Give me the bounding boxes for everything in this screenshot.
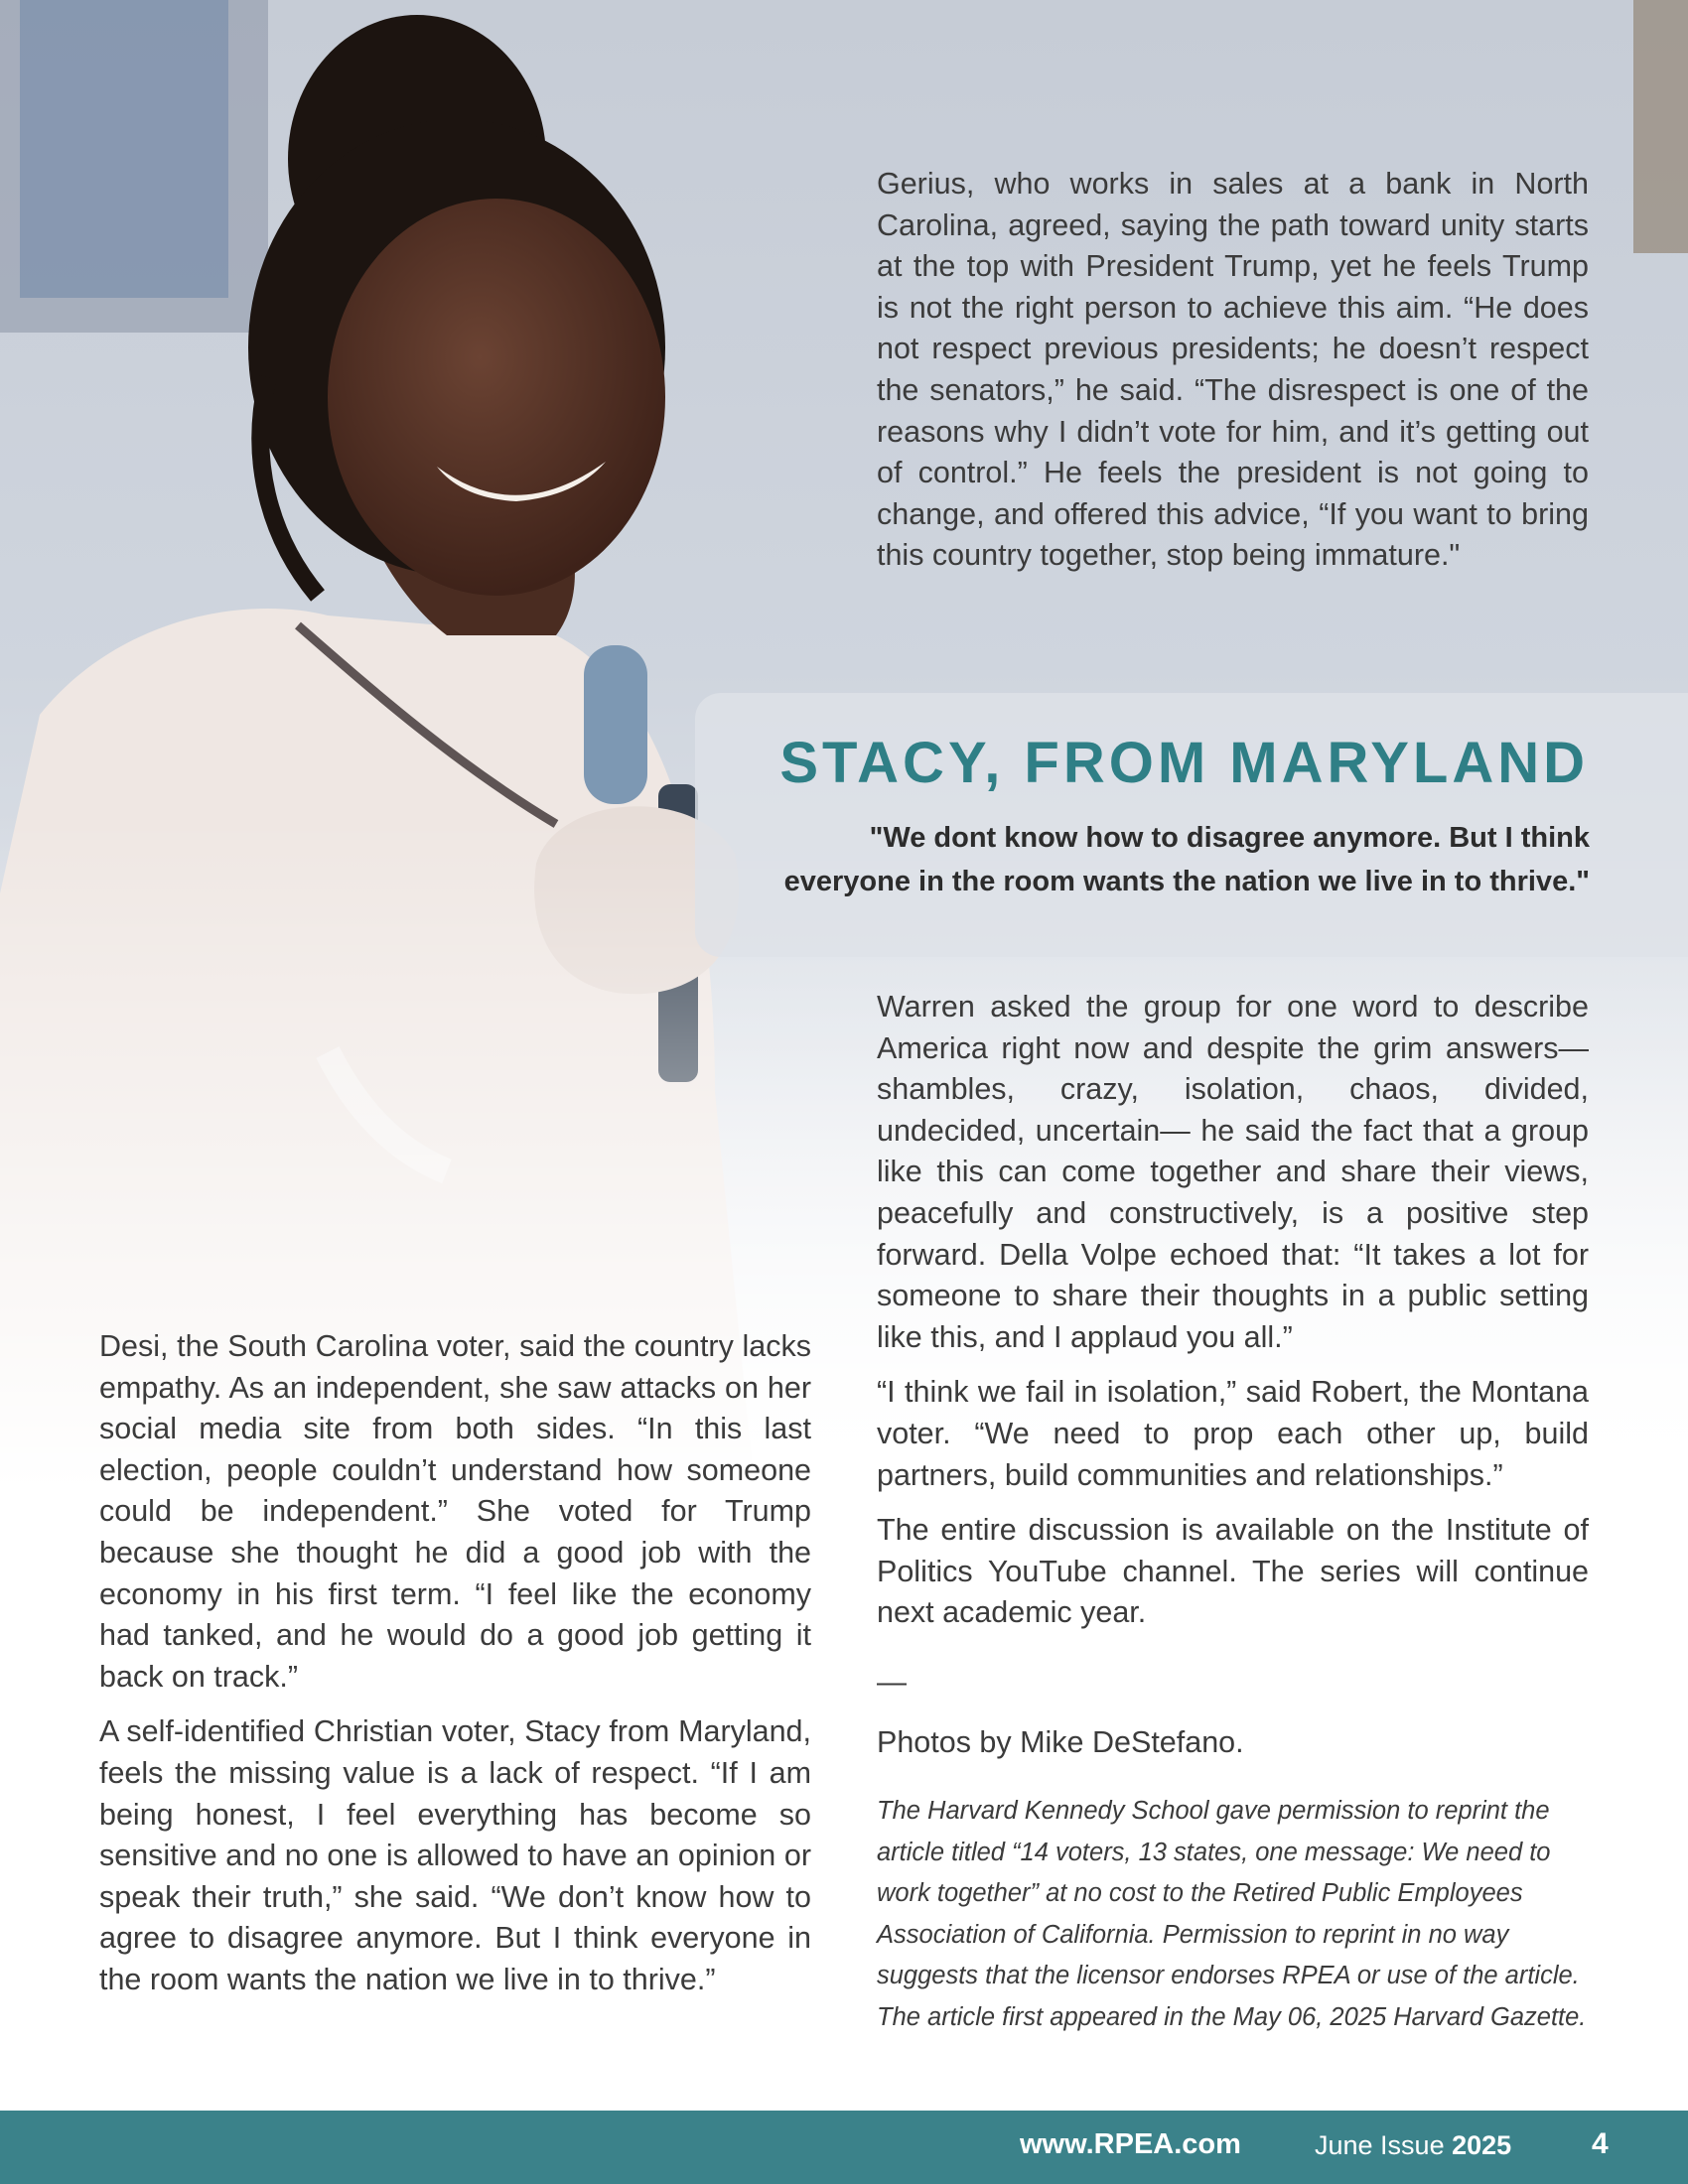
- photo-credit: Photos by Mike DeStefano.: [877, 1725, 1244, 1759]
- right-column-bottom: [877, 987, 1589, 1648]
- pull-quote-text: "We dont know how to disagree anymore. But I think everyone in the room wants the nation we live in to thrive.": [783, 822, 1590, 897]
- pull-quote-name: STACY, FROM MARYLAND: [779, 731, 1589, 795]
- footer-issue-label: June Issue: [1315, 2130, 1445, 2160]
- permission-note: The Harvard Kennedy School gave permission to reprint the article titled “14 voters, 13 states, one message: We need to work together” at no cost to the Retired Public Employees Association of California. Permission to reprint in no way suggests that the licensor endorses RPEA or use of the article. The article first appeared in the May 06, 2025 Harvard Gazette.: [877, 1797, 1587, 2031]
- footer-issue: [1315, 2130, 1511, 2161]
- footer-issue-year: 2025: [1452, 2130, 1512, 2160]
- right-column-top: [877, 164, 1589, 591]
- paragraph-warren: Warren asked the group for one word to describe America right now and despite the grim answers—shambles, crazy, isolation, chaos, divided, undecided, uncertain— he said the fact that a group like this can come together and share their views, peacefully and constructively, is a positive step forward. Della Volpe echoed that: “It takes a lot for someone to share their thoughts in a public setting like this, and I applaud you all.”: [877, 990, 1589, 1354]
- separator-dash: —: [877, 1666, 907, 1699]
- paragraph-gerius: Gerius, who works in sales at a bank in North Carolina, agreed, saying the path toward unity starts at the top with President Trump, yet he feels Trump is not the right person to achieve this aim. “He does not respect previous presidents; he doesn’t respect the senators,” he said. “The disrespect is one of the reasons why I didn’t vote for him, and it’s getting out of control.” He feels the president is not going to change, and offered this advice, “If you want to bring this country together, stop being immature.": [877, 167, 1589, 573]
- left-column-bottom: [99, 1326, 811, 2015]
- page-footer: [0, 2111, 1688, 2184]
- paragraph-desi: Desi, the South Carolina voter, said the country lacks empathy. As an independent, she saw attacks on her social media site from both sides. “In this last election, people couldn’t understand how someone could be independent.” She voted for Trump because she thought he did a good job with the economy in his first term. “I feel like the economy had tanked, and he would do a good job getting it back on track.”: [99, 1329, 811, 1694]
- paragraph-discussion: The entire discussion is available on the Institute of Politics YouTube channel. The series will continue next academic year.: [877, 1513, 1589, 1630]
- footer-website-link[interactable]: www.RPEA.com: [1020, 2128, 1241, 2160]
- paragraph-robert: “I think we fail in isolation,” said Robert, the Montana voter. “We need to prop each other up, build partners, build communities and relationships.”: [877, 1375, 1589, 1492]
- page-number: 4: [1592, 2127, 1609, 2160]
- paragraph-stacy: A self-identified Christian voter, Stacy from Maryland, feels the missing value is a lack of respect. “If I am being honest, I feel everything has become so sensitive and no one is allowed to have an opinion or speak their truth,” she said. “We don’t know how to agree to disagree anymore. But I think everyone in the room wants the nation we live in to thrive.”: [99, 1714, 811, 1996]
